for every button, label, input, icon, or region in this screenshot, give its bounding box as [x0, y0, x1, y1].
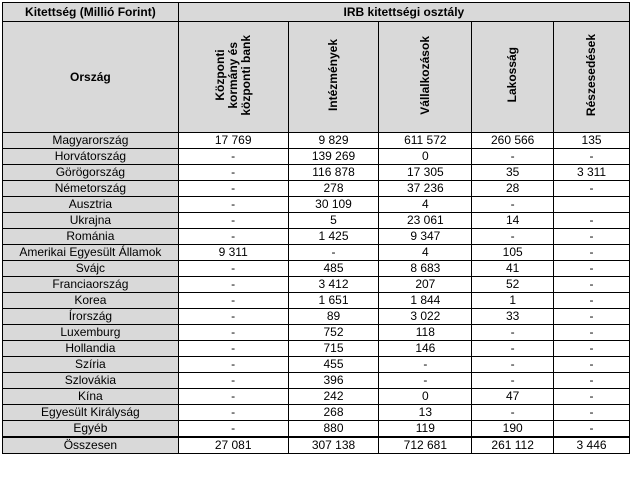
- country-cell: Egyéb: [3, 421, 179, 438]
- value-cell: -: [554, 325, 630, 341]
- row-label-header: Ország: [3, 22, 179, 133]
- column-header: [554, 22, 630, 133]
- value-cell: -: [554, 261, 630, 277]
- country-cell: Ausztria: [3, 197, 179, 213]
- value-cell: -: [472, 325, 554, 341]
- value-cell: 118: [379, 325, 472, 341]
- table-row: [3, 261, 630, 277]
- table-row: [3, 277, 630, 293]
- country-cell: Németország: [3, 181, 179, 197]
- value-cell: 1 844: [379, 293, 472, 309]
- value-cell: -: [554, 341, 630, 357]
- table-row: [3, 357, 630, 373]
- total-row: [3, 437, 630, 454]
- value-cell: 116 878: [288, 165, 379, 181]
- column-header: [288, 22, 379, 133]
- value-cell: -: [178, 213, 288, 229]
- value-cell: 3 412: [288, 277, 379, 293]
- column-header: [178, 22, 288, 133]
- table-row: [3, 341, 630, 357]
- value-cell: 3 311: [554, 165, 630, 181]
- value-cell: -: [178, 197, 288, 213]
- total-value-cell: 712 681: [379, 437, 472, 454]
- value-cell: -: [472, 149, 554, 165]
- value-cell: -: [554, 149, 630, 165]
- table-row: [3, 389, 630, 405]
- value-cell: -: [178, 373, 288, 389]
- table-row: [3, 421, 630, 438]
- value-cell: 47: [472, 389, 554, 405]
- value-cell: 33: [472, 309, 554, 325]
- value-cell: 35: [472, 165, 554, 181]
- value-cell: 0: [379, 389, 472, 405]
- value-cell: -: [288, 245, 379, 261]
- value-cell: 4: [379, 245, 472, 261]
- country-cell: Görögország: [3, 165, 179, 181]
- value-cell: -: [178, 357, 288, 373]
- value-cell: -: [554, 357, 630, 373]
- value-cell: 1 425: [288, 229, 379, 245]
- value-cell: -: [554, 213, 630, 229]
- value-cell: -: [554, 421, 630, 438]
- value-cell: 207: [379, 277, 472, 293]
- country-cell: Svájc: [3, 261, 179, 277]
- column-header-label: Lakosság: [505, 47, 520, 103]
- total-label: Összesen: [3, 437, 179, 454]
- table-row: [3, 197, 630, 213]
- value-cell: 9 311: [178, 245, 288, 261]
- value-cell: 190: [472, 421, 554, 438]
- exposure-table: [2, 2, 630, 454]
- column-header-label: Vállalkozások: [417, 35, 432, 115]
- value-cell: 119: [379, 421, 472, 438]
- value-cell: -: [554, 389, 630, 405]
- table-row: [3, 373, 630, 389]
- value-cell: 139 269: [288, 149, 379, 165]
- value-cell: 0: [379, 149, 472, 165]
- country-cell: Franciaország: [3, 277, 179, 293]
- value-cell: -: [178, 309, 288, 325]
- value-cell: -: [472, 341, 554, 357]
- value-cell: 3 022: [379, 309, 472, 325]
- column-header-label: Központi kormány és központi bank: [212, 34, 253, 116]
- value-cell: -: [472, 197, 554, 213]
- value-cell: 13: [379, 405, 472, 421]
- table-row: [3, 229, 630, 245]
- table-row: [3, 149, 630, 165]
- value-cell: -: [178, 389, 288, 405]
- value-cell: 9 347: [379, 229, 472, 245]
- value-cell: -: [178, 229, 288, 245]
- corner-header: Kitettség (Millió Forint): [3, 3, 179, 22]
- value-cell: 268: [288, 405, 379, 421]
- table-row: [3, 293, 630, 309]
- value-cell: -: [554, 181, 630, 197]
- column-header: [379, 22, 472, 133]
- table-row: [3, 181, 630, 197]
- value-cell: -: [554, 405, 630, 421]
- value-cell: 455: [288, 357, 379, 373]
- value-cell: 752: [288, 325, 379, 341]
- value-cell: 5: [288, 213, 379, 229]
- total-value-cell: 261 112: [472, 437, 554, 454]
- table-row: [3, 405, 630, 421]
- table-row: [3, 213, 630, 229]
- value-cell: 880: [288, 421, 379, 438]
- value-cell: 52: [472, 277, 554, 293]
- header-row-top: [3, 3, 630, 22]
- value-cell: 23 061: [379, 213, 472, 229]
- value-cell: -: [554, 293, 630, 309]
- total-value-cell: 3 446: [554, 437, 630, 454]
- value-cell: -: [178, 341, 288, 357]
- header-row-columns: [3, 22, 630, 133]
- table-row: [3, 245, 630, 261]
- total-value-cell: 307 138: [288, 437, 379, 454]
- value-cell: 278: [288, 181, 379, 197]
- table-row: [3, 165, 630, 181]
- value-cell: -: [379, 357, 472, 373]
- group-header: IRB kitettségi osztály: [178, 3, 629, 22]
- value-cell: -: [178, 149, 288, 165]
- value-cell: 260 566: [472, 133, 554, 149]
- country-cell: Korea: [3, 293, 179, 309]
- value-cell: -: [554, 229, 630, 245]
- value-cell: 37 236: [379, 181, 472, 197]
- value-cell: 9 829: [288, 133, 379, 149]
- value-cell: 89: [288, 309, 379, 325]
- value-cell: -: [472, 357, 554, 373]
- column-header-label: Részesedések: [584, 33, 599, 117]
- country-cell: Horvátország: [3, 149, 179, 165]
- value-cell: 146: [379, 341, 472, 357]
- value-cell: -: [379, 373, 472, 389]
- value-cell: 242: [288, 389, 379, 405]
- exposure-table-container: [2, 2, 630, 454]
- total-value-cell: 27 081: [178, 437, 288, 454]
- value-cell: 611 572: [379, 133, 472, 149]
- country-cell: Szlovákia: [3, 373, 179, 389]
- value-cell: -: [178, 405, 288, 421]
- value-cell: -: [472, 405, 554, 421]
- value-cell: -: [472, 373, 554, 389]
- value-cell: -: [178, 165, 288, 181]
- value-cell: [554, 197, 630, 213]
- value-cell: 28: [472, 181, 554, 197]
- value-cell: 8 683: [379, 261, 472, 277]
- country-cell: Szíria: [3, 357, 179, 373]
- value-cell: 135: [554, 133, 630, 149]
- value-cell: 105: [472, 245, 554, 261]
- value-cell: -: [554, 245, 630, 261]
- value-cell: 41: [472, 261, 554, 277]
- value-cell: 17 305: [379, 165, 472, 181]
- value-cell: -: [178, 325, 288, 341]
- value-cell: -: [472, 229, 554, 245]
- column-header-label: Intézmények: [326, 38, 340, 112]
- value-cell: 485: [288, 261, 379, 277]
- value-cell: 30 109: [288, 197, 379, 213]
- country-cell: Ukrajna: [3, 213, 179, 229]
- table-body: [3, 133, 630, 454]
- value-cell: 17 769: [178, 133, 288, 149]
- country-cell: Amerikai Egyesült Államok: [3, 245, 179, 261]
- value-cell: -: [178, 277, 288, 293]
- value-cell: -: [178, 293, 288, 309]
- table-row: [3, 309, 630, 325]
- value-cell: 396: [288, 373, 379, 389]
- country-cell: Egyesült Királyság: [3, 405, 179, 421]
- value-cell: -: [554, 277, 630, 293]
- value-cell: -: [554, 373, 630, 389]
- country-cell: Luxemburg: [3, 325, 179, 341]
- country-cell: Magyarország: [3, 133, 179, 149]
- value-cell: 4: [379, 197, 472, 213]
- country-cell: Írország: [3, 309, 179, 325]
- value-cell: -: [554, 309, 630, 325]
- country-cell: Románia: [3, 229, 179, 245]
- value-cell: 1: [472, 293, 554, 309]
- country-cell: Hollandia: [3, 341, 179, 357]
- value-cell: 1 651: [288, 293, 379, 309]
- value-cell: -: [178, 261, 288, 277]
- table-row: [3, 133, 630, 149]
- value-cell: -: [178, 421, 288, 438]
- value-cell: 715: [288, 341, 379, 357]
- column-header: [472, 22, 554, 133]
- value-cell: 14: [472, 213, 554, 229]
- table-row: [3, 325, 630, 341]
- country-cell: Kína: [3, 389, 179, 405]
- value-cell: -: [178, 181, 288, 197]
